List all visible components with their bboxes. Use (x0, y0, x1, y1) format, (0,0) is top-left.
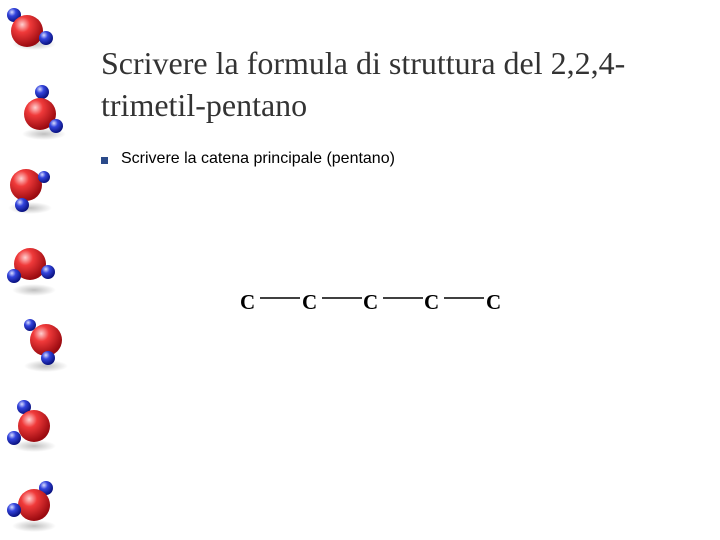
molecule-icon (22, 85, 66, 140)
molecule-icon (7, 481, 56, 532)
carbon-atom: C (486, 290, 502, 314)
molecule-icon (7, 248, 56, 296)
square-bullet-icon (101, 157, 108, 164)
molecule-decoration (0, 0, 80, 540)
molecule-icon (8, 169, 52, 214)
carbon-chain-structure (240, 288, 510, 318)
carbon-atom: C (363, 290, 379, 314)
molecule-icon (7, 400, 56, 452)
carbon-atom: C (240, 290, 256, 314)
carbon-atom: C (424, 290, 440, 314)
bullet-item (101, 150, 395, 168)
molecule-icon (24, 319, 68, 372)
bullet-text: Scrivere la catena principale (pentano) (121, 150, 395, 167)
molecule-icon (7, 8, 56, 50)
carbon-atom: C (302, 290, 318, 314)
slide-title: Scrivere la formula di struttura del 2,2,4-trimetil-pentano (101, 45, 626, 123)
